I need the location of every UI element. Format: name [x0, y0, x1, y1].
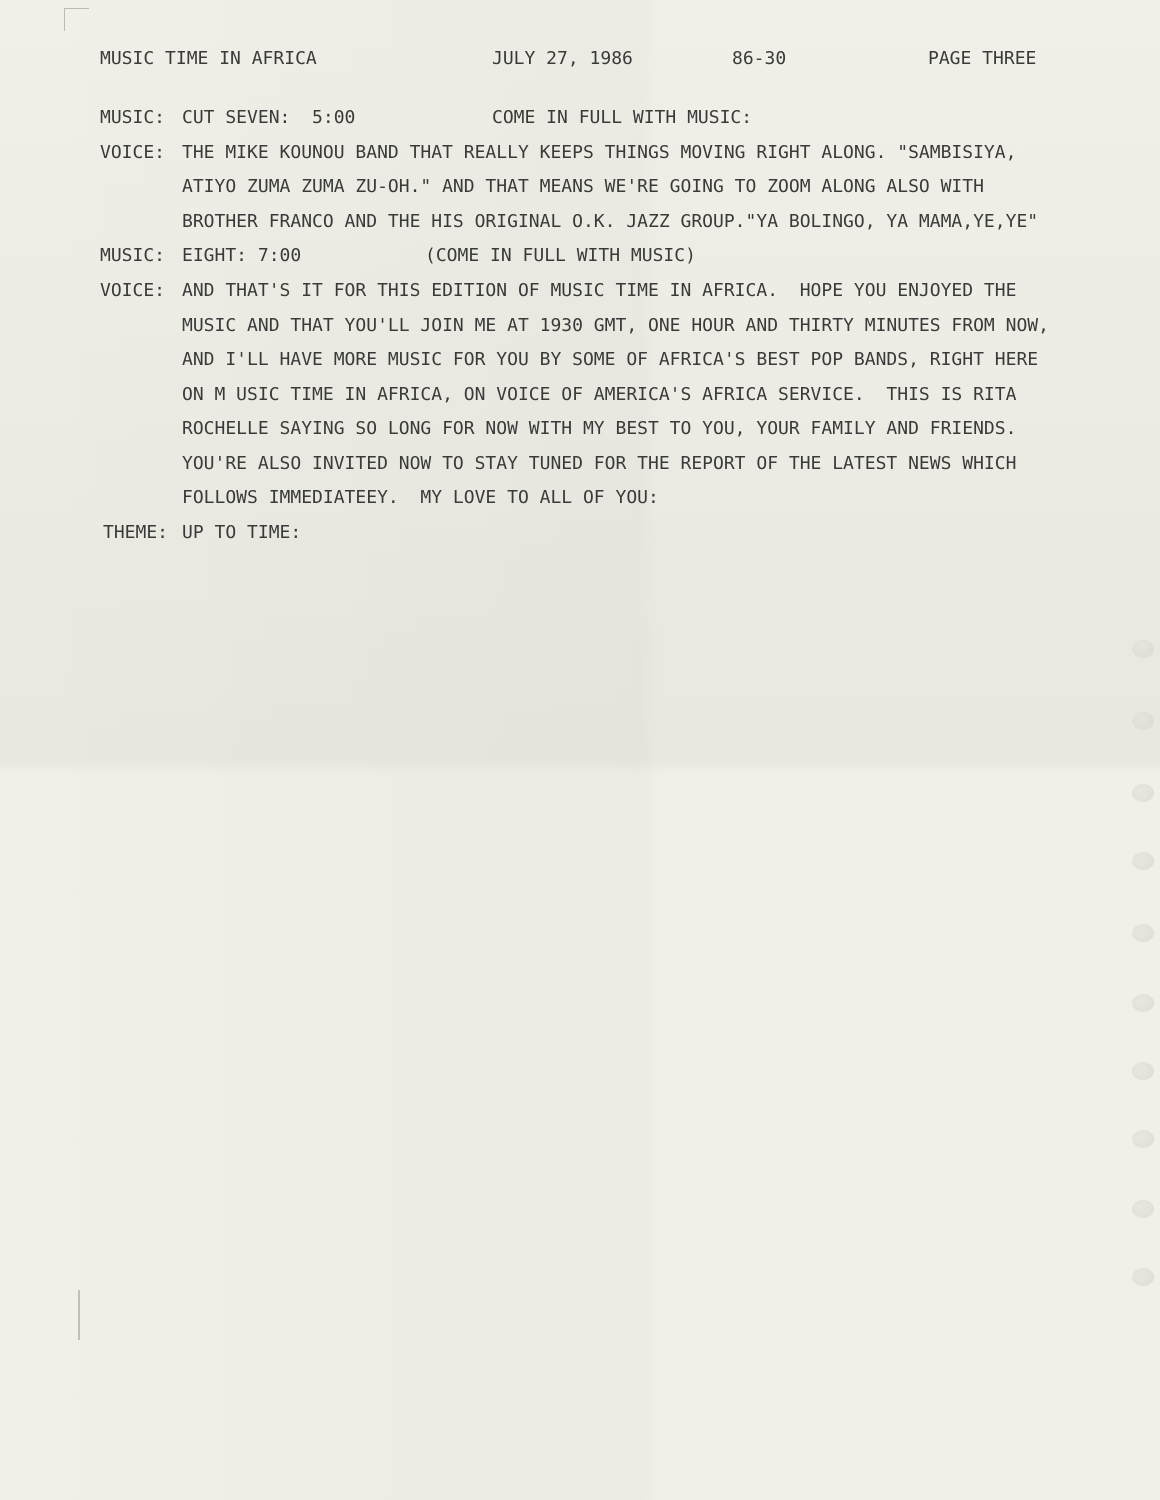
punch-hole [1132, 994, 1154, 1012]
punch-hole [1132, 1062, 1154, 1080]
cue-text: ON M USIC TIME IN AFRICA, ON VOICE OF AMERICA'S AFRICA SERVICE. THIS IS RITA [182, 384, 1017, 405]
punch-hole [1132, 1268, 1154, 1286]
cue-text: AND THAT'S IT FOR THIS EDITION OF MUSIC TIME IN AFRICA. HOPE YOU ENJOYED THE [182, 280, 1017, 301]
cue-text: YOU'RE ALSO INVITED NOW TO STAY TUNED FOR THE REPORT OF THE LATEST NEWS WHICH [182, 453, 1017, 474]
cue-text: MUSIC AND THAT YOU'LL JOIN ME AT 1930 GMT, ONE HOUR AND THIRTY MINUTES FROM NOW, [182, 315, 1049, 336]
punch-hole [1132, 640, 1154, 658]
page-number: PAGE THREE [928, 48, 1037, 69]
cue-label: VOICE: [100, 142, 166, 163]
episode-number: 86-30 [732, 48, 787, 69]
cue-text: ATIYO ZUMA ZUMA ZU-OH." AND THAT MEANS WE'RE GOING TO ZOOM ALONG ALSO WITH [182, 176, 984, 197]
cue-instruction: (COME IN FULL WITH MUSIC) [425, 245, 696, 266]
punch-hole [1132, 1200, 1154, 1218]
cue-text: FOLLOWS IMMEDIATEEY. MY LOVE TO ALL OF YOU: [182, 487, 659, 508]
cue-label: VOICE: [100, 280, 166, 301]
cue-text: AND I'LL HAVE MORE MUSIC FOR YOU BY SOME OF AFRICA'S BEST POP BANDS, RIGHT HERE [182, 349, 1039, 370]
punch-hole [1132, 852, 1154, 870]
corner-mark [64, 8, 89, 31]
punch-hole [1132, 924, 1154, 942]
cue-text: BROTHER FRANCO AND THE HIS ORIGINAL O.K. JAZZ GROUP."YA BOLINGO, YA MAMA,YE,YE" [182, 211, 1039, 232]
punch-hole [1132, 784, 1154, 802]
cue-label: MUSIC: [100, 245, 166, 266]
punch-hole [1132, 712, 1154, 730]
broadcast-date: JULY 27, 1986 [492, 48, 633, 69]
program-title: MUSIC TIME IN AFRICA [100, 48, 317, 69]
cue-text: UP TO TIME: [182, 522, 302, 543]
cue-text: THE MIKE KOUNOU BAND THAT REALLY KEEPS THINGS MOVING RIGHT ALONG. "SAMBISIYA, [182, 142, 1017, 163]
margin-mark [78, 1290, 80, 1340]
cue-label: THEME: [103, 522, 169, 543]
punch-hole [1132, 1130, 1154, 1148]
cue-text: EIGHT: 7:00 [182, 245, 302, 266]
cue-text: CUT SEVEN: 5:00 [182, 107, 356, 128]
cue-text: ROCHELLE SAYING SO LONG FOR NOW WITH MY BEST TO YOU, YOUR FAMILY AND FRIENDS. [182, 418, 1017, 439]
cue-label: MUSIC: [100, 107, 166, 128]
cue-instruction: COME IN FULL WITH MUSIC: [492, 107, 753, 128]
